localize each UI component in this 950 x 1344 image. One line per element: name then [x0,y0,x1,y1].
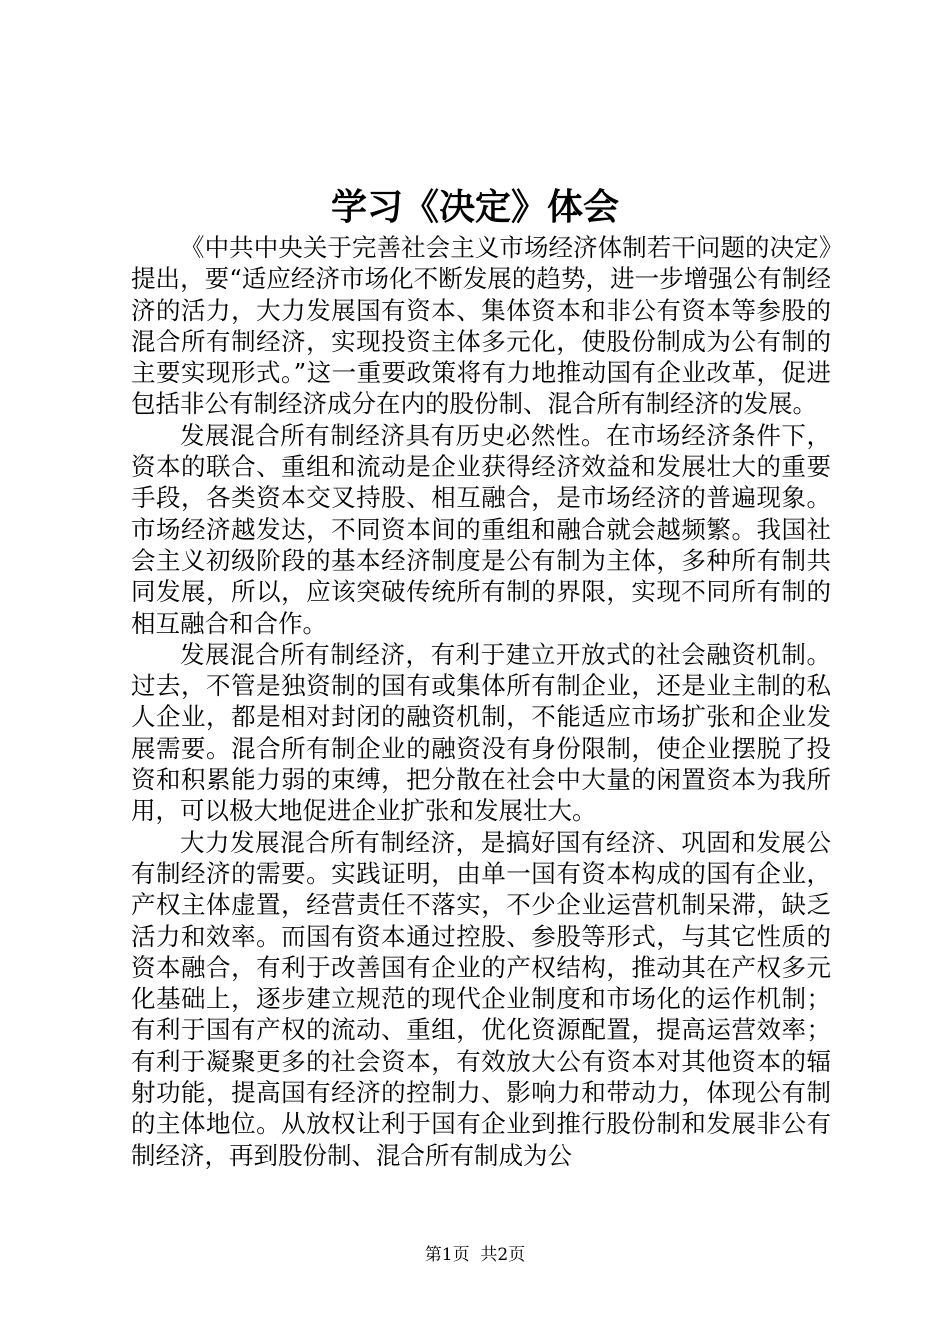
paragraph: 发展混合所有制经济，有利于建立开放式的社会融资机制。过去，不管是独资制的国有或集体所有制企业，还是业主制的私人企业，都是相对封闭的融资机制，不能适应市场扩张和企业发展需要。混合所有制企业的融资没有身份限制，使企业摆脱了投资和积累能力弱的束缚，把分散在社会中大量的闲置资本为我所用，可以极大地促进企业扩张和发展壮大。 [131,639,831,826]
document-body [131,232,831,1171]
document-title: 学习《决定》体会 [330,186,619,228]
paragraph: 发展混合所有制经济具有历史必然性。在市场经济条件下，资本的联合、重组和流动是企业获得经济效益和发展壮大的重要手段，各类资本交叉持股、相互融合，是市场经济的普遍现象。市场经济越发达，不同资本间的重组和融合就会越频繁。我国社会主义初级阶段的基本经济制度是公有制为主体，多种所有制共同发展，所以，应该突破传统所有制的界限，实现不同所有制的相互融合和合作。 [131,420,831,638]
paragraph: 《中共中央关于完善社会主义市场经济体制若干问题的决定》提出，要“适应经济市场化不断发展的趋势，进一步增强公有制经济的活力，大力发展国有资本、集体资本和非公有资本等参股的混合所有制经济，实现投资主体多元化，使股份制成为公有制的主要实现形式。”这一重要政策将有力地推动国有企业改革，促进包括非公有制经济成分在内的股份制、混合所有制经济的发展。 [131,233,831,419]
page-number: 第1页 [424,1245,470,1265]
page-total: 共2页 [480,1245,526,1265]
paragraph: 大力发展混合所有制经济，是搞好国有经济、巩固和发展公有制经济的需要。实践证明，由单一国有资本构成的国有企业，产权主体虚置，经营责任不落实，不少企业运营机制呆滞，缺乏活力和效率。而国有资本通过控股、参股等形式，与其它性质的资本融合，有利于改善国有企业的产权结构，推动其在产权多元化基础上，逐步建立规范的现代企业制度和市场化的运作机制；有利于国有产权的流动、重组，优化资源配置，提高运营效率；有利于凝聚更多的社会资本，有效放大公有资本对其他资本的辐射功能，提高国有经济的控制力、影响力和带动力，体现公有制的主体地位。从放权让利于国有企业到推行股份制和发展非公有制经济，再到股份制、混合所有制成为公 [131,827,831,1170]
page-footer [0,1243,950,1267]
